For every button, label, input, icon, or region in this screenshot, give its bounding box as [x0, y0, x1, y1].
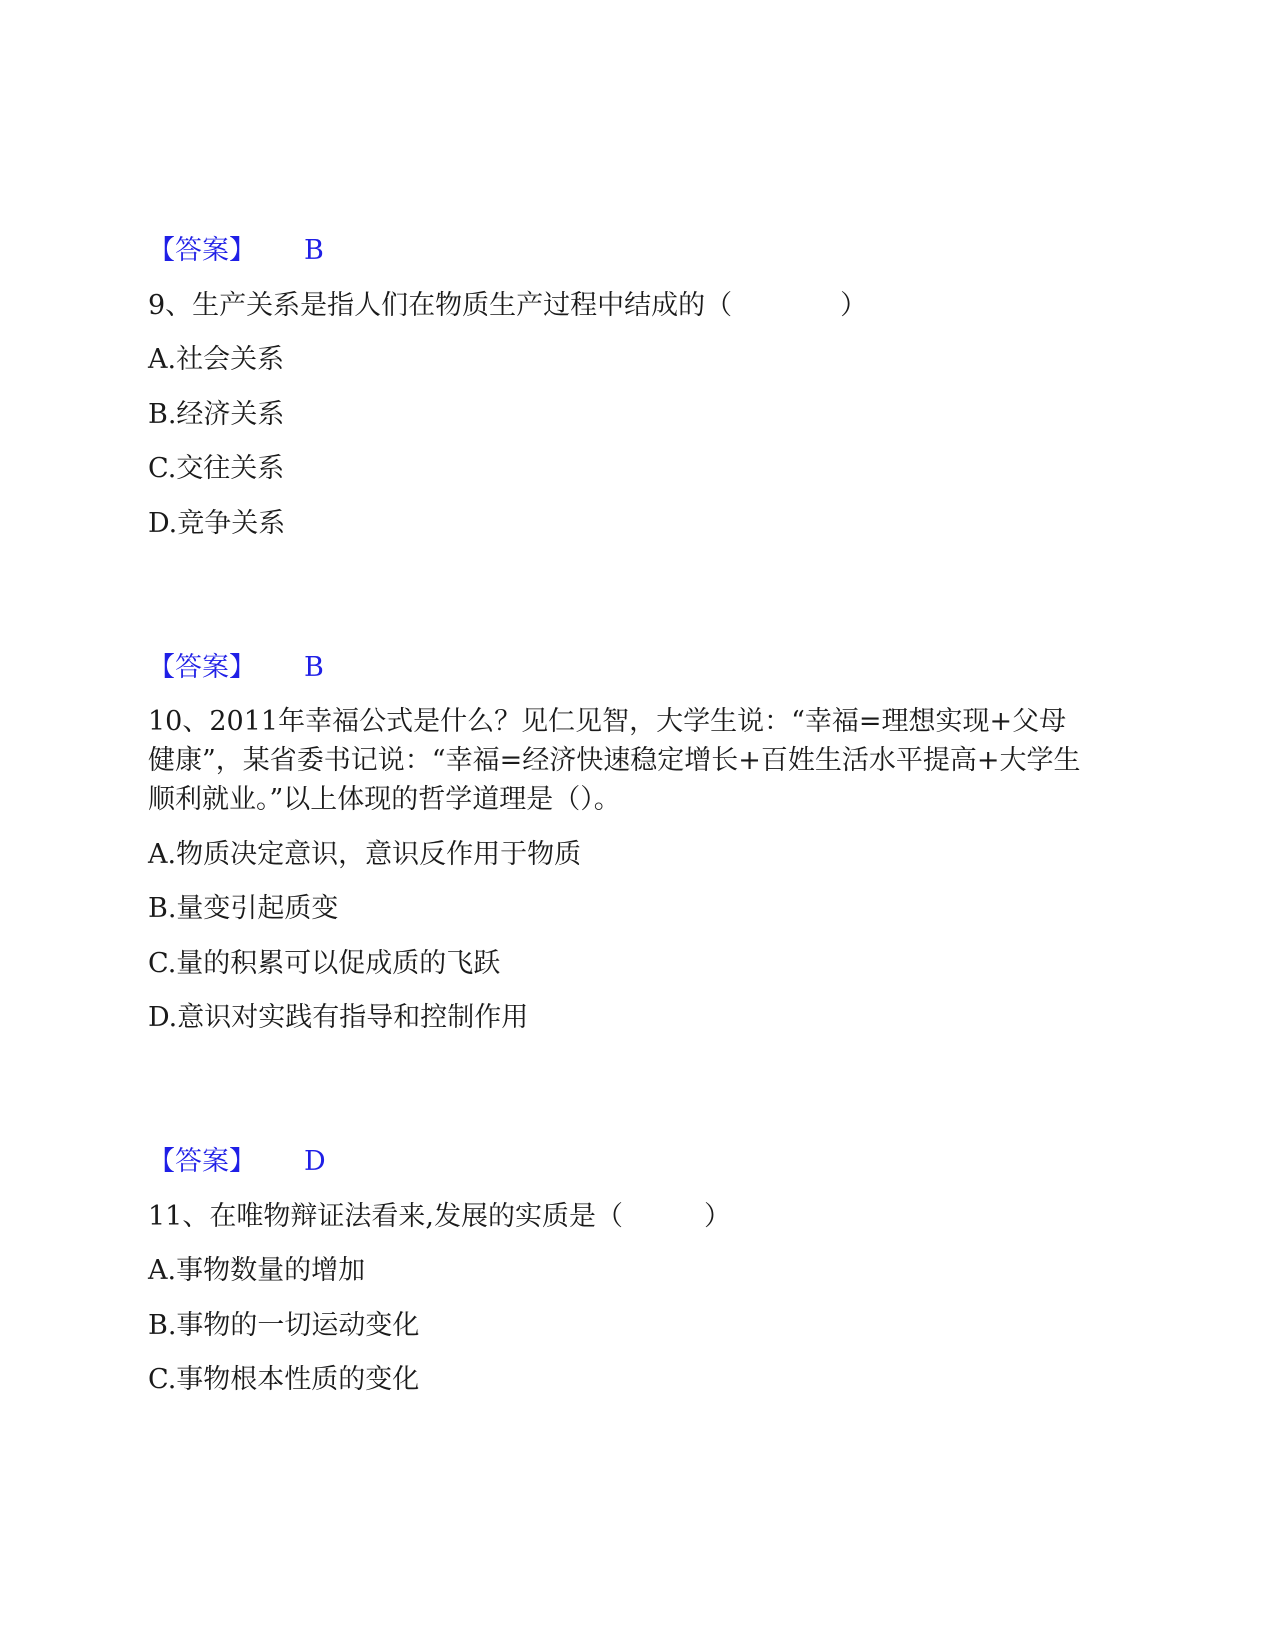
option-d: D.竞争关系 [148, 508, 286, 539]
answer-line [148, 232, 324, 270]
option-a: A.社会关系 [148, 344, 285, 375]
question-11: 11、在唯物辩证法看来,发展的实质是（ ） [148, 1201, 731, 1232]
option-a: A.事物数量的增加 [148, 1255, 366, 1286]
answer-value: B [304, 235, 324, 266]
option-c: C.量的积累可以促成质的飞跃 [148, 948, 501, 979]
option-b: B.经济关系 [148, 399, 285, 430]
answer-label: 【答案】 [148, 1146, 256, 1177]
option-b: B.事物的一切运动变化 [148, 1310, 420, 1341]
answer-label: 【答案】 [148, 235, 256, 266]
answer-line [148, 649, 324, 687]
answer-label: 【答案】 [148, 652, 256, 683]
answer-value: B [304, 652, 324, 683]
option-b: B.量变引起质变 [148, 893, 339, 924]
option-c: C.交往关系 [148, 453, 285, 484]
answer-value: D [304, 1146, 326, 1177]
question-10-line-1: 10、2011年幸福公式是什么？见仁见智，大学生说：“幸福=理想实现+父母 [148, 706, 1067, 737]
option-a: A.物质决定意识，意识反作用于物质 [148, 839, 582, 870]
answer-line [148, 1143, 326, 1181]
question-9: 9、生产关系是指人们在物质生产过程中结成的（ ） [148, 290, 868, 321]
option-d: D.意识对实践有指导和控制作用 [148, 1002, 529, 1033]
question-10-line-3: 顺利就业。”以上体现的哲学道理是（）。 [148, 784, 621, 815]
question-10-line-2: 健康”，某省委书记说：“幸福=经济快速稳定增长+百姓生活水平提高+大学生 [148, 745, 1081, 776]
option-c: C.事物根本性质的变化 [148, 1364, 420, 1395]
